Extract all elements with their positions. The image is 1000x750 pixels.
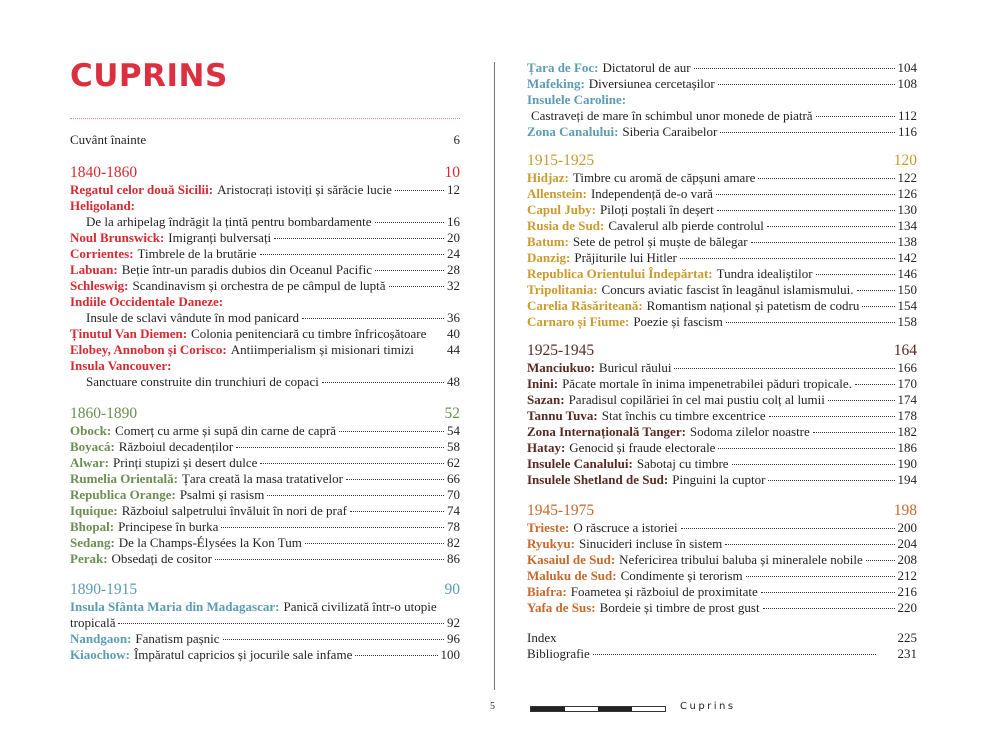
entry-page: 194 — [897, 472, 917, 487]
toc-section — [527, 342, 917, 488]
dot-leader — [680, 258, 895, 259]
section-period: 1945-1975 — [527, 502, 595, 519]
entry-page: 32 — [447, 278, 460, 293]
toc-entry-heading — [527, 92, 917, 108]
dot-leader — [302, 318, 444, 319]
toc-entry — [527, 584, 917, 600]
entry-page: 108 — [897, 76, 917, 91]
toc-entry — [527, 234, 917, 250]
dot-leader — [593, 654, 876, 655]
entry-page: 112 — [897, 108, 917, 123]
toc-section — [70, 164, 460, 390]
entry-page: 82 — [447, 535, 460, 550]
dot-leader — [813, 432, 895, 433]
entry-place: Ținutul Van Diemen: — [70, 326, 188, 341]
entry-title: Războiul decadenților — [118, 439, 234, 454]
dot-leader — [223, 639, 444, 640]
toc-entry — [527, 456, 917, 472]
toc-entry — [527, 520, 917, 536]
toc-entry — [70, 519, 460, 535]
entry-place: Trieste: — [527, 520, 570, 535]
toc-entry-heading — [70, 294, 460, 310]
entry-place: Insulele Shetland de Sud: — [527, 472, 669, 487]
entry-place: Allenstein: — [527, 186, 587, 201]
section-period: 1860-1890 — [70, 405, 138, 422]
entry-place: Labuan: — [70, 262, 118, 277]
dot-leader — [221, 527, 444, 528]
entry-title: Foametea și războiul de proximitate — [570, 584, 758, 599]
dot-leader — [674, 368, 894, 369]
entry-place: Bhopal: — [70, 519, 115, 534]
entry-page: 208 — [897, 552, 917, 567]
dot-leader — [726, 322, 895, 323]
entry-page: 190 — [897, 456, 917, 471]
entry-page: 78 — [447, 519, 460, 534]
dot-leader — [260, 463, 444, 464]
entry-page: 200 — [897, 520, 917, 535]
dot-leader — [725, 544, 894, 545]
toc-entry — [70, 182, 460, 198]
entry-title: Aristocrați istoviți și sărăcie lucie — [217, 182, 392, 197]
toc-entry — [70, 455, 460, 471]
entry-title: Scandinavism și orchestra de pe câmpul de luptă — [132, 278, 386, 293]
entry-place: Insulele Caroline: — [527, 92, 627, 107]
entry-place: Sedang: — [70, 535, 115, 550]
entry-title: Prăjiturile lui Hitler — [574, 250, 677, 265]
toc-entry — [527, 124, 917, 140]
title-divider — [70, 118, 460, 119]
toc-entry — [527, 108, 917, 124]
entry-page: 66 — [447, 471, 460, 486]
dot-leader — [855, 384, 895, 385]
toc-entry — [527, 408, 917, 424]
toc-entry — [70, 551, 460, 567]
entry-place: Corrientes: — [70, 246, 134, 261]
toc-entry — [527, 360, 917, 376]
toc-entry — [527, 536, 917, 552]
toc-section — [70, 581, 460, 663]
entry-place: Indiile Occidentale Daneze: — [70, 294, 224, 309]
section-page: 164 — [893, 342, 917, 359]
entry-page: 104 — [897, 60, 917, 75]
entry-page: 16 — [447, 214, 460, 229]
entry-place: Republica Orientului Îndepărtat: — [527, 266, 713, 281]
entry-place: Danzig: — [527, 250, 571, 265]
entry-place: Alwar: — [70, 455, 109, 470]
entry-title: De la Champs-Élysées la Kon Tum — [118, 535, 302, 550]
entry-title: Diversiunea cercetașilor — [588, 76, 715, 91]
entry-place: Carnaro și Fiume: — [527, 314, 630, 329]
section-heading — [70, 164, 460, 181]
toc-entry — [527, 76, 917, 92]
entry-title: Panică civilizată într-o utopie — [283, 599, 437, 614]
section-page: 10 — [444, 164, 460, 181]
entry-title: Insule de sclavi vândute în mod panicard — [86, 310, 299, 325]
index-page: 225 — [897, 630, 917, 645]
toc-entry — [527, 392, 917, 408]
entry-title: Independență de-o vară — [590, 186, 713, 201]
toc-entry — [527, 282, 917, 298]
toc-entry — [527, 218, 917, 234]
preface-entry — [70, 132, 460, 148]
column-divider — [494, 62, 495, 690]
toc-section — [527, 60, 917, 140]
entry-place: Perak: — [70, 551, 108, 566]
entry-place: Insulele Canalului: — [527, 456, 633, 471]
section-heading — [527, 152, 917, 169]
dot-leader — [746, 576, 895, 577]
dot-leader — [305, 543, 444, 544]
entry-page: 36 — [447, 310, 460, 325]
dot-leader — [118, 623, 444, 624]
entry-place: Inini: — [527, 376, 559, 391]
entry-place: Sazan: — [527, 392, 565, 407]
preface-label: Cuvânt înainte — [70, 132, 147, 147]
dot-leader — [395, 190, 444, 191]
entry-page: 138 — [897, 234, 917, 249]
entry-title: Sabotaj cu timbre — [636, 456, 729, 471]
toc-entry — [70, 647, 460, 663]
entry-title: Concurs aviatic fascist în leagănul islamismului. — [601, 282, 854, 297]
toc-section — [70, 405, 460, 567]
entry-page: 20 — [447, 230, 460, 245]
section-heading — [70, 405, 460, 422]
entry-page: 130 — [897, 202, 917, 217]
entry-page: 146 — [897, 266, 917, 281]
dot-leader — [346, 479, 444, 480]
entry-place: Nandgaon: — [70, 631, 132, 646]
entry-title: Paradisul copilăriei în cel mai pustiu colț al lumii — [568, 392, 825, 407]
dot-leader — [389, 286, 444, 287]
entry-page: 150 — [897, 282, 917, 297]
dot-leader — [866, 560, 895, 561]
dot-leader — [751, 242, 895, 243]
entry-title: Romantism național și patetism de codru — [646, 298, 860, 313]
entry-title: Siberia Caraibelor — [622, 124, 718, 139]
entry-place: Tannu Tuva: — [527, 408, 598, 423]
entry-place: Rusia de Sud: — [527, 218, 605, 233]
toc-entry — [70, 487, 460, 503]
dot-leader — [828, 400, 895, 401]
entry-title: Castraveți de mare în schimbul unor monede de piatră — [531, 108, 813, 123]
entry-title: O răscruce a istoriei — [573, 520, 678, 535]
dot-leader — [350, 511, 444, 512]
toc-entry — [527, 170, 917, 186]
bibliography-label: Bibliografie — [527, 646, 590, 661]
dot-leader — [339, 431, 444, 432]
toc-entry — [70, 246, 460, 262]
entry-page: 220 — [897, 600, 917, 615]
entry-title: Condimente și terorism — [620, 568, 743, 583]
toc-entry — [70, 342, 460, 358]
dot-leader — [717, 210, 895, 211]
entry-page: 48 — [447, 374, 460, 389]
entry-page: 54 — [447, 423, 460, 438]
dot-leader — [768, 480, 894, 481]
preface-page: 6 — [453, 132, 460, 147]
entry-place: Noul Brunswick: — [70, 230, 165, 245]
dot-leader — [769, 416, 895, 417]
decorative-bar — [530, 706, 666, 712]
page-title: CUPRINS — [70, 58, 228, 94]
entry-title: Fanatism pașnic — [135, 631, 220, 646]
toc-entry — [527, 568, 917, 584]
dot-leader — [236, 447, 444, 448]
entry-page: 174 — [897, 392, 917, 407]
entry-place: Țara de Foc: — [527, 60, 599, 75]
entry-page: 122 — [897, 170, 917, 185]
entry-page: 154 — [897, 298, 917, 313]
toc-entry-heading — [70, 198, 460, 214]
section-page: 198 — [893, 502, 917, 519]
dot-leader — [681, 528, 895, 529]
entry-title: Timbre cu aromă de căpșuni amare — [572, 170, 756, 185]
toc-entry-heading — [70, 358, 460, 374]
entry-page: 40 — [447, 326, 460, 341]
entry-title: Bordeie și timbre de prost gust — [599, 600, 760, 615]
toc-entry — [70, 262, 460, 278]
entry-title-continued: tropicală — [70, 615, 116, 630]
toc-entry — [527, 424, 917, 440]
entry-place: Rumelia Orientală: — [70, 471, 178, 486]
dot-leader — [763, 608, 895, 609]
entry-place: Republica Orange: — [70, 487, 176, 502]
entry-page: 158 — [897, 314, 917, 329]
entry-page: 134 — [897, 218, 917, 233]
entry-page: 62 — [447, 455, 460, 470]
toc-entry — [527, 552, 917, 568]
entry-place: Hidjaz: — [527, 170, 569, 185]
section-period: 1890-1915 — [70, 581, 138, 598]
entry-title: Țara creată la masa tratativelor — [181, 471, 343, 486]
toc-entry — [527, 250, 917, 266]
entry-page: 212 — [897, 568, 917, 583]
entry-page: 74 — [447, 503, 460, 518]
section-heading — [527, 342, 917, 359]
dot-leader — [322, 382, 444, 383]
entry-title: Sete de petrol și muște de bălegar — [572, 234, 748, 249]
section-page: 120 — [893, 152, 917, 169]
entry-place: Yafa de Sus: — [527, 600, 596, 615]
dot-leader — [767, 226, 895, 227]
toc-entry — [70, 374, 460, 390]
entry-place: Batum: — [527, 234, 569, 249]
entry-title: Stat închis cu timbre excentrice — [601, 408, 766, 423]
entry-title: Poezie și fascism — [633, 314, 723, 329]
toc-entry — [527, 600, 917, 616]
entry-place: Elobey, Annobon și Corisco: — [70, 342, 227, 357]
entry-place: Heligoland: — [70, 198, 136, 213]
section-period: 1915-1925 — [527, 152, 595, 169]
entry-place: Carelia Răsăriteană: — [527, 298, 643, 313]
entry-page: 182 — [897, 424, 917, 439]
entry-place: Zona Canalului: — [527, 124, 619, 139]
entry-place: Regatul celor două Sicilii: — [70, 182, 214, 197]
entry-title: Păcate mortale în inima impenetrabilei păduri tropicale. — [562, 376, 852, 391]
entry-page: 100 — [440, 647, 460, 662]
toc-entry — [70, 503, 460, 519]
toc-entry — [527, 376, 917, 392]
entry-title: Sanctuare construite din trunchiuri de copaci — [86, 374, 319, 389]
entry-place: Iquique: — [70, 503, 118, 518]
entry-place: Insula Sfânta Maria din Madagascar: — [70, 599, 280, 614]
entry-place: Mafeking: — [527, 76, 585, 91]
entry-page: 142 — [897, 250, 917, 265]
toc-entry — [70, 599, 460, 615]
section-period: 1840-1860 — [70, 164, 138, 181]
dot-leader — [720, 132, 895, 133]
entry-page: 70 — [447, 487, 460, 502]
toc-section — [527, 152, 917, 330]
toc-entry — [527, 472, 917, 488]
entry-page: 216 — [897, 584, 917, 599]
entry-title: Cavalerul alb pierde controlul — [608, 218, 764, 233]
entry-place: Maluku de Sud: — [527, 568, 617, 583]
entry-page: 24 — [447, 246, 460, 261]
entry-title: Războiul salpetrului învăluit în nori de praf — [121, 503, 347, 518]
entry-title: De la arhipelag îndrăgit la țintă pentru bombardamente — [86, 214, 372, 229]
back-matter-index — [527, 630, 917, 646]
entry-title: Nefericirea tribului baluba și mineralele nobile — [619, 552, 863, 567]
entry-title: Obsedați de cositor — [111, 551, 212, 566]
section-heading — [70, 581, 460, 598]
dot-leader — [758, 178, 894, 179]
entry-title: Dictatorul de aur — [602, 60, 691, 75]
entry-place: Biafra: — [527, 584, 567, 599]
toc-entry — [70, 326, 460, 342]
dot-leader — [375, 222, 444, 223]
toc-entry — [527, 314, 917, 330]
entry-place: Hatay: — [527, 440, 566, 455]
entry-place: Insula Vancouver: — [70, 358, 172, 373]
back-matter-bibliography — [527, 646, 917, 662]
toc-entry-continued — [70, 615, 460, 631]
entry-page: 170 — [897, 376, 917, 391]
dot-leader — [718, 448, 894, 449]
dot-leader — [857, 290, 895, 291]
section-page: 90 — [444, 581, 460, 598]
entry-title: Beție într-un paradis dubios din Oceanul Pacific — [121, 262, 372, 277]
dot-leader — [816, 116, 895, 117]
toc-entry — [70, 230, 460, 246]
entry-page: 178 — [897, 408, 917, 423]
entry-title: Pinguini la cuptor — [672, 472, 766, 487]
back-matter — [527, 630, 917, 662]
entry-title: Principese în burka — [118, 519, 219, 534]
entry-title: Imigranți bulversați — [168, 230, 272, 245]
bibliography-page: 231 — [897, 646, 917, 661]
toc-entry — [527, 440, 917, 456]
entry-page: 166 — [897, 360, 917, 375]
index-label: Index — [527, 630, 557, 645]
toc-section — [527, 502, 917, 616]
dot-leader — [260, 254, 444, 255]
dot-leader — [267, 495, 444, 496]
entry-page: 96 — [447, 631, 460, 646]
entry-title: Buricul răului — [598, 360, 672, 375]
entry-place: Ryukyu: — [527, 536, 575, 551]
dot-leader — [274, 238, 444, 239]
entry-page: 58 — [447, 439, 460, 454]
toc-entry — [527, 60, 917, 76]
entry-title: Genocid și fraude electorale — [569, 440, 716, 455]
toc-entry — [70, 310, 460, 326]
entry-title: Sodoma zilelor noastre — [689, 424, 810, 439]
toc-entry — [70, 471, 460, 487]
entry-page: 12 — [447, 182, 460, 197]
entry-place: Boyacá: — [70, 439, 115, 454]
entry-page: 204 — [897, 536, 917, 551]
toc-entry — [527, 266, 917, 282]
entry-place: Kasaiul de Sud: — [527, 552, 616, 567]
entry-place: Kiaochow: — [70, 647, 130, 662]
toc-entry — [70, 439, 460, 455]
section-heading — [527, 502, 917, 519]
dot-leader — [716, 194, 895, 195]
toc-entry — [70, 631, 460, 647]
entry-title: Timbrele de la brutărie — [137, 246, 257, 261]
entry-page: 86 — [447, 551, 460, 566]
entry-title: Psalmi și rasism — [179, 487, 265, 502]
entry-title: Tundra idealiștilor — [716, 266, 813, 281]
entry-title: Prinți stupizi și desert dulce — [113, 455, 258, 470]
dot-leader — [375, 270, 444, 271]
entry-title: Antiimperialism și misionari timizi — [230, 342, 414, 357]
dot-leader — [718, 84, 895, 85]
entry-page: 28 — [447, 262, 460, 277]
entry-page: 126 — [897, 186, 917, 201]
entry-title: Comerț cu arme și supă din carne de capră — [115, 423, 337, 438]
toc-entry — [70, 535, 460, 551]
dot-leader — [816, 274, 895, 275]
entry-title: Colonia penitenciară cu timbre înfricoșătoare — [191, 326, 427, 341]
entry-place: Capul Juby: — [527, 202, 596, 217]
entry-page: 186 — [897, 440, 917, 455]
dot-leader — [761, 592, 895, 593]
entry-place: Manciukuo: — [527, 360, 595, 375]
entry-place: Zona Internațională Tanger: — [527, 424, 686, 439]
page-number: 5 — [490, 701, 495, 712]
toc-entry — [527, 202, 917, 218]
entry-title: Piloți poștali în deșert — [600, 202, 714, 217]
dot-leader — [862, 306, 894, 307]
entry-place: Schleswig: — [70, 278, 129, 293]
toc-entry — [527, 186, 917, 202]
entry-place: Obock: — [70, 423, 112, 438]
dot-leader — [215, 559, 444, 560]
entry-page: 44 — [447, 342, 460, 357]
entry-page: 92 — [447, 615, 460, 630]
toc-entry — [70, 214, 460, 230]
entry-place: Tripolitania: — [527, 282, 598, 297]
dot-leader — [732, 464, 895, 465]
toc-entry — [70, 423, 460, 439]
entry-title: Împăratul capricios și jocurile sale infame — [133, 647, 353, 662]
entry-page: 116 — [897, 124, 917, 139]
toc-entry — [70, 278, 460, 294]
running-head: Cuprins — [680, 701, 736, 712]
toc-entry — [527, 298, 917, 314]
section-page: 52 — [444, 405, 460, 422]
section-period: 1925-1945 — [527, 342, 595, 359]
dot-leader — [355, 655, 437, 656]
dot-leader — [694, 68, 895, 69]
entry-title: Sinucideri incluse în sistem — [578, 536, 723, 551]
